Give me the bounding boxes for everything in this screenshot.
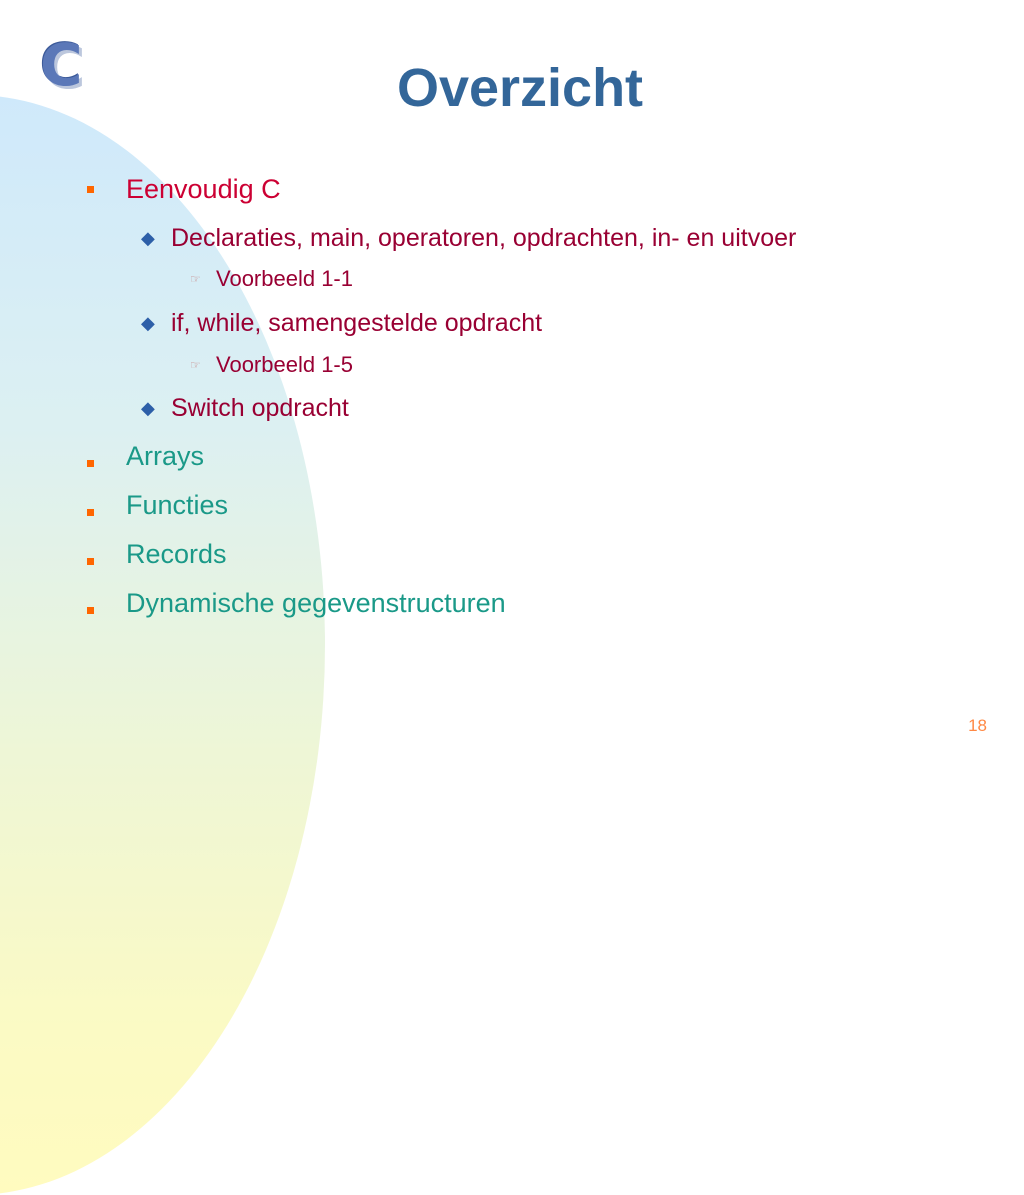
square-bullet-icon [87,460,94,467]
diamond-bullet-icon: ◆ [141,398,155,418]
list-item: Records [126,539,227,569]
c-logo: C [40,31,83,99]
pointing-hand-icon: ☞ [190,358,201,372]
diamond-bullet-icon: ◆ [141,228,155,248]
diamond-bullet-icon: ◆ [141,313,155,333]
square-bullet-icon [87,607,94,614]
list-item: Arrays [126,441,205,471]
slide-title: Overzicht [396,58,644,118]
pointing-hand-icon: ☞ [190,272,201,286]
page-number: 18 [968,716,987,735]
list-item: Functies [126,490,229,520]
sub-list-item: if, while, samengestelde opdracht [171,309,543,337]
square-bullet-icon [87,186,94,193]
square-bullet-icon [87,509,94,516]
sub-list-item: Declaraties, main, operatoren, opdrachten, in- en uitvoer [171,224,797,252]
sub-list-item: Switch opdracht [171,394,349,422]
square-bullet-icon [87,558,94,565]
background-gradient-shape [0,95,325,1195]
sub-sub-list-item: Voorbeeld 1-1 [216,266,353,291]
list-item: Dynamische gegevenstructuren [126,588,506,618]
list-item: Eenvoudig C [126,174,281,204]
sub-sub-list-item: Voorbeeld 1-5 [216,352,353,377]
